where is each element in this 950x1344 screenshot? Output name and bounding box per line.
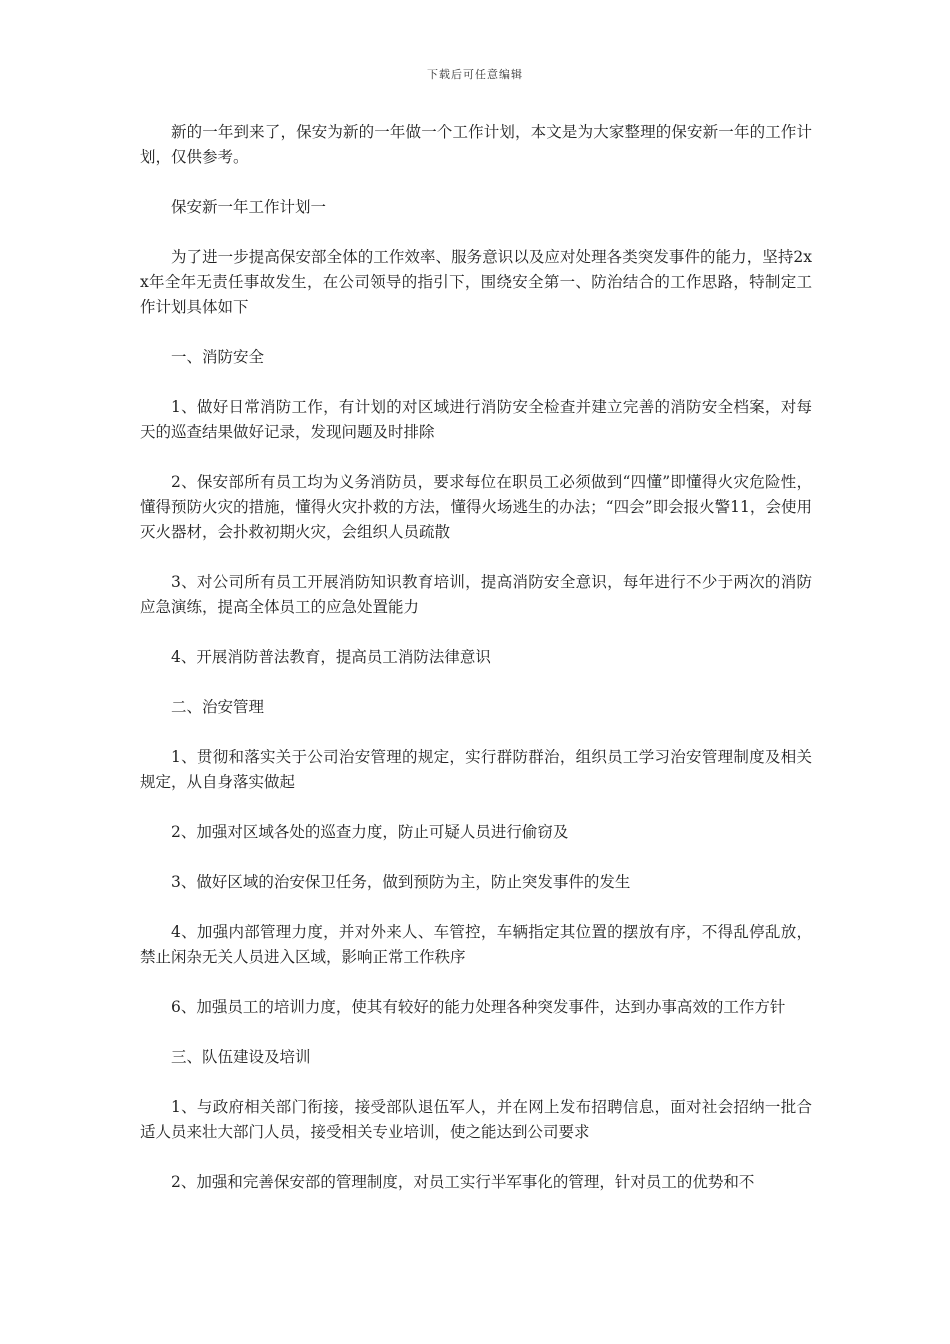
intro-paragraph: 新的一年到来了，保安为新的一年做一个工作计划，本文是为大家整理的保安新一年的工作计划，仅供参考。	[140, 123, 812, 166]
plan-preamble: 为了进一步提高保安部全体的工作效率、服务意识以及应对处理各类突发事件的能力，坚持2xx年全年无责任事故发生，在公司领导的指引下，围绕安全第一、防治结合的工作思路，特制定工作计划具体如下	[140, 248, 812, 316]
fire-safety-item-1: 1、做好日常消防工作，有计划的对区域进行消防安全检查并建立完善的消防安全档案，对每天的巡查结果做好记录，发现问题及时排除	[140, 398, 812, 441]
public-security-item-3: 3、做好区域的治安保卫任务，做到预防为主，防止突发事件的发生	[171, 873, 631, 891]
document-body	[140, 120, 812, 1220]
public-security-item-2: 2、加强对区域各处的巡查力度，防止可疑人员进行偷窃及	[171, 823, 569, 841]
fire-safety-item-4: 4、开展消防普法教育，提高员工消防法律意识	[171, 648, 491, 666]
fire-safety-item-2: 2、保安部所有员工均为义务消防员，要求每位在职员工必须做到“四懂”即懂得火灾危险性，懂得预防火灾的措施，懂得火灾扑救的方法，懂得火场逃生的办法；“四会”即会报火警11，会使用灭火器材，会扑救初期火灾，会组织人员疏散	[140, 473, 812, 541]
public-security-item-1: 1、贯彻和落实关于公司治安管理的规定，实行群防群治，组织员工学习治安管理制度及相关规定，从自身落实做起	[140, 748, 812, 791]
public-security-item-6: 6、加强员工的培训力度，使其有较好的能力处理各种突发事件，达到办事高效的工作方针	[171, 998, 786, 1016]
plan-title: 保安新一年工作计划一	[171, 198, 327, 216]
section-heading-fire-safety: 一、消防安全	[171, 348, 265, 366]
team-building-item-1: 1、与政府相关部门衔接，接受部队退伍军人，并在网上发布招聘信息，面对社会招纳一批合适人员来壮大部门人员，接受相关专业培训，使之能达到公司要求	[140, 1098, 812, 1141]
public-security-item-4: 4、加强内部管理力度，并对外来人、车管控，车辆指定其位置的摆放有序，不得乱停乱放，禁止闲杂无关人员进入区域，影响正常工作秩序	[140, 923, 812, 966]
fire-safety-item-3: 3、对公司所有员工开展消防知识教育培训，提高消防安全意识，每年进行不少于两次的消防应急演练，提高全体员工的应急处置能力	[140, 573, 812, 616]
page-header: 下载后可任意编辑	[427, 68, 523, 81]
section-heading-public-security: 二、治安管理	[171, 698, 265, 716]
team-building-item-2: 2、加强和完善保安部的管理制度，对员工实行半军事化的管理，针对员工的优势和不	[171, 1173, 755, 1191]
section-heading-team-building: 三、队伍建设及培训	[171, 1048, 311, 1066]
